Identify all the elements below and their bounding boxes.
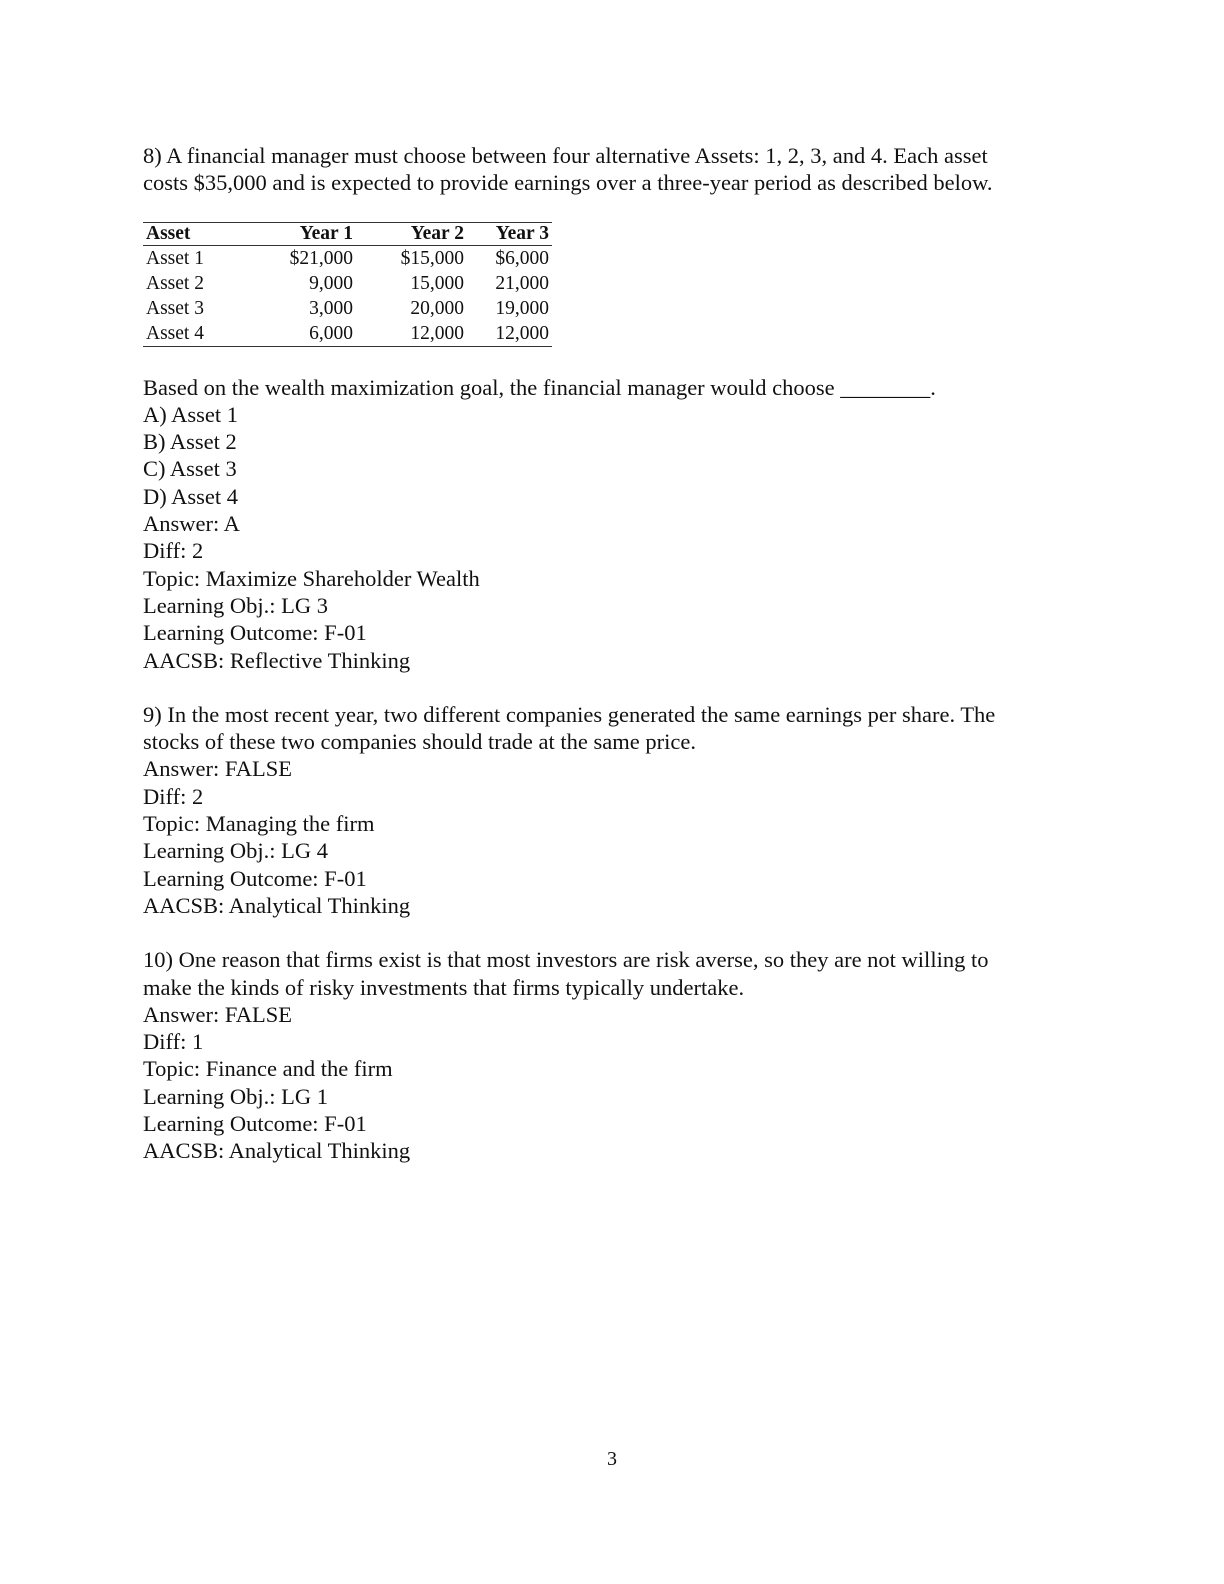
header-asset: Asset [143,222,245,245]
table-row [143,245,552,271]
cell-year-2: 20,000 [410,297,464,319]
header-year-2: Year 2 [356,222,467,245]
q8-option-d: D) Asset 4 [143,483,238,509]
table-row [143,321,552,347]
q9-topic: Topic: Managing the firm [143,811,375,837]
q10-aacsb: AACSB: Analytical Thinking [143,1138,411,1164]
cell-year-1: 9,000 [309,272,353,294]
q8-stem-line-1: 8) A financial manager must choose between four alternative Assets: 1, 2, 3, and 4. Each asset [143,143,988,168]
q8-option-b: B) Asset 2 [143,429,237,455]
q9-learning-obj: Learning Obj.: LG 4 [143,838,328,864]
header-year-1: Year 1 [245,222,356,245]
asset-earnings-table [143,222,552,347]
q10-learning-outcome: Learning Outcome: F-01 [143,1111,367,1137]
cell-year-1: $21,000 [289,247,353,269]
table-row [143,271,552,296]
question-10 [143,946,1063,1164]
cell-year-2: $15,000 [400,247,464,269]
question-8 [143,142,1063,674]
q10-stem-line-1: 10) One reason that firms exist is that most investors are risk averse, so they are not willing to [143,947,989,973]
q9-learning-outcome: Learning Outcome: F-01 [143,865,367,891]
q10-learning-obj: Learning Obj.: LG 1 [143,1083,328,1109]
table-row [143,296,552,321]
cell-year-1: 3,000 [309,297,353,319]
q8-topic: Topic: Maximize Shareholder Wealth [143,565,480,591]
q8-learning-outcome: Learning Outcome: F-01 [143,620,367,646]
table-header-row [143,222,552,245]
q8-prompt: Based on the wealth maximization goal, the financial manager would choose ________. [143,374,936,400]
cell-year-3: 12,000 [467,321,552,347]
q10-diff: Diff: 1 [143,1029,204,1055]
cell-year-1: 6,000 [245,321,356,347]
q10-answer: Answer: FALSE [143,1001,292,1027]
cell-year-3: 19,000 [495,297,549,319]
cell-asset: Asset 3 [146,297,204,319]
cell-year-2: 12,000 [356,321,467,347]
question-9 [143,701,1063,919]
header-year-3: Year 3 [467,222,552,245]
cell-year-2: 15,000 [410,272,464,294]
q9-diff: Diff: 2 [143,783,204,809]
page-number: 3 [607,1448,617,1470]
document-page [143,142,1063,1192]
q8-learning-obj: Learning Obj.: LG 3 [143,592,328,618]
q10-topic: Topic: Finance and the firm [143,1056,393,1082]
q9-aacsb: AACSB: Analytical Thinking [143,892,411,918]
q8-answer: Answer: A [143,511,240,537]
q8-aacsb: AACSB: Reflective Thinking [143,647,411,673]
q9-answer: Answer: FALSE [143,756,292,782]
cell-asset: Asset 1 [146,247,204,269]
q9-stem-line-1: 9) In the most recent year, two different companies generated the same earnings per share. The [143,701,996,727]
q10-stem-line-2: make the kinds of risky investments that firms typically undertake. [143,974,745,1000]
q8-option-a: A) Asset 1 [143,401,238,427]
cell-asset: Asset 4 [143,321,245,347]
q8-option-c: C) Asset 3 [143,456,237,482]
cell-year-3: 21,000 [495,272,549,294]
q8-diff: Diff: 2 [143,538,204,564]
q8-stem-line-2: costs $35,000 and is expected to provide earnings over a three-year period as described below. [143,170,993,196]
q9-stem-line-2: stocks of these two companies should trade at the same price. [143,729,696,755]
cell-asset: Asset 2 [146,272,204,294]
cell-year-3: $6,000 [495,247,549,269]
